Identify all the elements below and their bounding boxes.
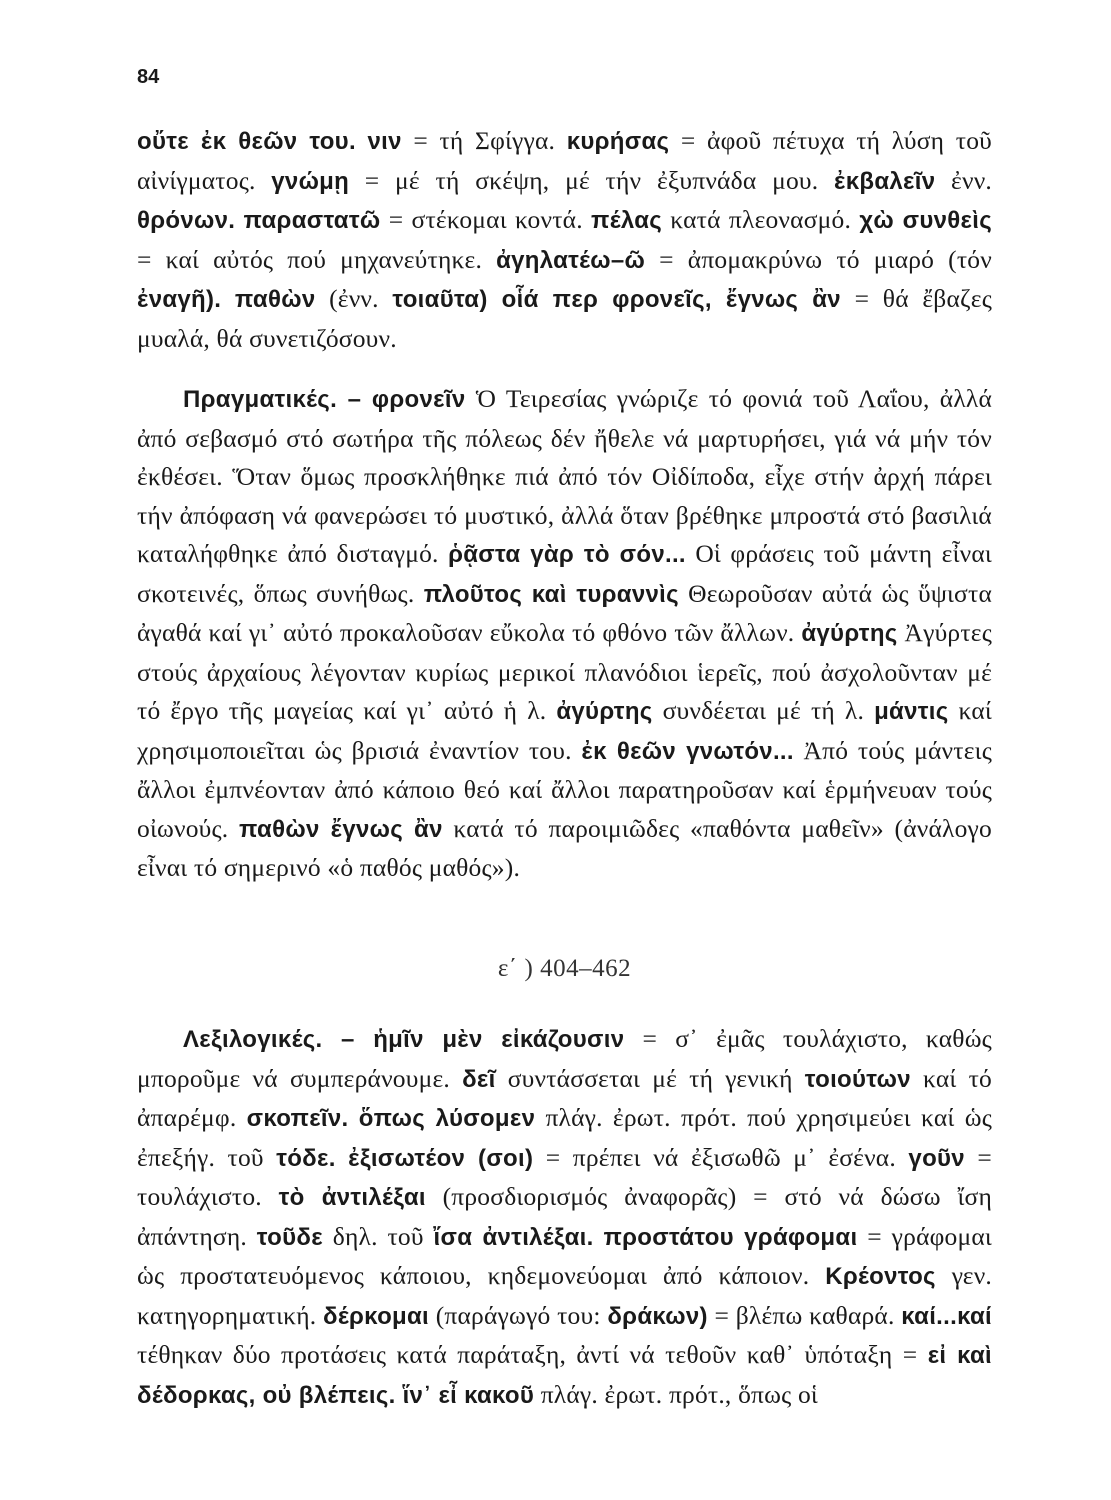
gloss-text: = γράφομαι ὡς προστατευόμενος κάποιου, κηδεμονεύομαι ἀπό κάποιον.: [137, 1221, 992, 1290]
gloss-text: Οἱ φράσεις τοῦ μάντη εἶναι σκοτεινές, ὅπως συνήθως.: [137, 539, 992, 608]
gloss-text: = ἀφοῦ πέτυχα τή λύση τοῦ αἰνίγματος.: [137, 126, 992, 195]
gloss-text: συντάσσεται μέ τή γενική: [495, 1063, 805, 1093]
lemma-term: τόδε.: [276, 1144, 336, 1172]
gloss-text: πλάγ. ἐρωτ. πρότ., ὅπως οἱ: [534, 1379, 818, 1409]
gloss-text: ἐνν.: [935, 165, 992, 195]
lemma-term: ὅπως λύσομεν: [358, 1105, 536, 1132]
gloss-text: = πρέπει νά ἐξισωθῶ μ᾽ ἐσένα.: [533, 1142, 909, 1172]
lemma-term: Λεξιλογικές. – ἡμῖν μὲν εἰκάζουσιν: [183, 1026, 625, 1053]
gloss-text: πλάγ. ἐρωτ. πρότ. πού χρησιμεύει καί ὡς ἐπεξήγ. τοῦ: [137, 1103, 993, 1172]
lemma-term: ῥᾷστα γὰρ τὸ σόν...: [448, 541, 686, 568]
lemma-term: τοιούτων: [804, 1065, 911, 1093]
gloss-text: καί χρησιμοποιεῖται ὡς βρισιά ἐναντίον του.: [137, 696, 992, 765]
lemma-term: γοῦν: [908, 1144, 965, 1172]
lemma-term: παθὼν ἔγνως ἂν: [239, 815, 443, 843]
page-number: 84: [137, 66, 160, 88]
lemma-term: ἀγύρτης: [801, 620, 898, 647]
gloss-text: = σ᾽ ἐμᾶς τουλάχιστο, καθώς μποροῦμε νά συμπεράνουμε.: [137, 1024, 992, 1093]
gloss-text: [336, 1143, 348, 1172]
lemma-term: πλοῦτος καὶ τυραννὶς: [423, 580, 679, 608]
gloss-text: δηλ. τοῦ: [322, 1221, 434, 1251]
commentary-paragraph-2: [137, 380, 992, 888]
gloss-text: Ὁ Τειρεσίας γνώριζε τό φονιά τοῦ Λαΐου, ἀλλά ἀπό σεβασμό στό σωτήρα τῆς πόλεως δέν ἤθελε νά μαρτυρήσει, γιά νά μήν τόν ἐκθέσει. Ὅταν ὅμως προσκλήθηκε πιά ἀπό τόν Οἰδίποδα, εἶχε στήν ἀρχή πάρει τήν ἀπόφαση νά φανερώσει τό μυστικό, ἀλλά ὅταν βρέθηκε μπροστά στό βασιλιά καταλήφθηκε ἀπό δισταγμό.: [137, 384, 993, 568]
gloss-text: = θά ἔβαζες μυαλά, θά συνετιζόσουν.: [137, 284, 993, 353]
lemma-term: ἀγύρτης: [556, 698, 653, 725]
gloss-text: = στέκομαι κοντά.: [380, 205, 592, 234]
lemma-term: δεῖ: [462, 1065, 496, 1093]
lemma-term: τοιαῦτα) οἷά περ φρονεῖς, ἔγνως ἂν: [392, 286, 841, 313]
gloss-text: [356, 126, 368, 155]
lemma-term: ἐξισωτέον (σοι): [348, 1144, 534, 1172]
gloss-text: γεν. κατηγορηματική.: [137, 1261, 993, 1330]
lemma-term: κυρήσας: [566, 128, 670, 155]
lemma-term: ἐκ θεῶν γνωτόν...: [581, 737, 794, 765]
lemma-term: Κρέοντος: [825, 1263, 936, 1290]
lemma-term: Πραγματικές. – φρονεῖν: [183, 386, 466, 413]
gloss-text: [348, 1103, 358, 1132]
commentary-paragraph-1: [137, 122, 992, 358]
lemma-term: ἴσα ἀντιλέξαι.: [433, 1223, 594, 1251]
gloss-text: τέθηκαν δύο προτάσεις κατά παράταξη, ἀντί νά τεθοῦν καθ᾽ ὑπόταξη =: [137, 1340, 928, 1369]
lemma-term: προστάτου γράφομαι: [603, 1223, 858, 1251]
lemma-term: μάντις: [874, 698, 949, 725]
lemma-term: καί...καί: [901, 1302, 992, 1330]
gloss-text: Θεωροῦσαν αὐτά ὡς ὕψιστα ἀγαθά καί γι᾽ αὐτό προκαλοῦσαν εὔκολα τό φθόνο τῶν ἄλλων.: [137, 578, 993, 647]
lemma-term: θρόνων.: [137, 207, 236, 234]
lemma-term: ἐκβαλεῖν: [834, 167, 936, 195]
gloss-text: καί τό ἀπαρέμφ.: [137, 1063, 992, 1132]
gloss-text: [594, 1222, 604, 1251]
gloss-text: Ἀπό τούς μάντεις ἄλλοι ἐμπνέονταν ἀπό κάποιο θεό καί ἄλλοι παρατηροῦσαν καί ἑρμήνευαν τούς οἰωνούς.: [137, 735, 993, 843]
gloss-text: = ἀπομακρύνω τό μιαρό (τόν: [645, 244, 992, 274]
gloss-text: (παράγωγό του:: [429, 1300, 608, 1330]
lemma-term: σκοπεῖν.: [246, 1105, 349, 1132]
lemma-term: οὔτε ἐκ θεῶν του.: [137, 128, 356, 155]
lemma-term: γνώμῃ: [271, 167, 350, 195]
gloss-text: (προσδιορισμός ἀναφορᾶς) = στό νά δώσω ἴση ἀπάντηση.: [137, 1182, 992, 1251]
lemma-term: ἀγηλατέω–ῶ: [496, 246, 646, 274]
gloss-text: [221, 284, 235, 313]
gloss-text: = μέ τή σκέψη, μέ τήν ἐξυπνάδα μου.: [349, 165, 835, 195]
lemma-term: τοῦδε: [256, 1223, 323, 1251]
gloss-text: = καί αὐτός πού μηχανεύτηκε.: [137, 244, 497, 274]
lemma-term: δράκων): [607, 1302, 708, 1330]
lemma-term: παραστατῶ: [243, 207, 381, 234]
lemma-term: παθὼν: [234, 286, 316, 313]
lemma-term: νιν: [367, 128, 402, 155]
lemma-term: πέλας: [591, 207, 663, 234]
lemma-term: δέρκομαι: [323, 1302, 430, 1330]
gloss-text: = τή Σφίγγα.: [401, 126, 567, 155]
gloss-text: κατά τό παροιμιῶδες «παθόντα μαθεῖν» (ἀνάλογο εἶναι τό σημερινό «ὁ παθός μαθός»).: [137, 813, 992, 882]
lemma-term: χὼ συνθεὶς: [859, 207, 992, 234]
lemma-term: τὸ ἀντιλέξαι: [278, 1184, 426, 1211]
gloss-text: = τουλάχιστο.: [137, 1142, 993, 1211]
gloss-text: συνδέεται μέ τή λ.: [652, 696, 875, 725]
lemma-term: εἰ καὶ δέδορκας, οὐ βλέπεις. ἵν᾽ εἶ κακοῦ: [137, 1342, 992, 1409]
gloss-text: (ἐνν.: [315, 284, 393, 313]
commentary-paragraph-3: [137, 1020, 992, 1415]
gloss-text: Ἀγύρτες στούς ἀρχαίους λέγονταν κυρίως μερικοί πλανόδιοι ἱερεῖς, πού ἀσχολοῦνταν μέ τό ἔργο τῆς μαγείας καί γι᾽ αὐτό ἡ λ.: [137, 618, 993, 725]
gloss-text: κατά πλεονασμό.: [662, 205, 860, 234]
gloss-text: = βλέπω καθαρά.: [707, 1300, 902, 1330]
lemma-term: ἐναγῆ).: [137, 286, 222, 313]
section-heading: ε΄ ) 404–462: [497, 955, 632, 982]
